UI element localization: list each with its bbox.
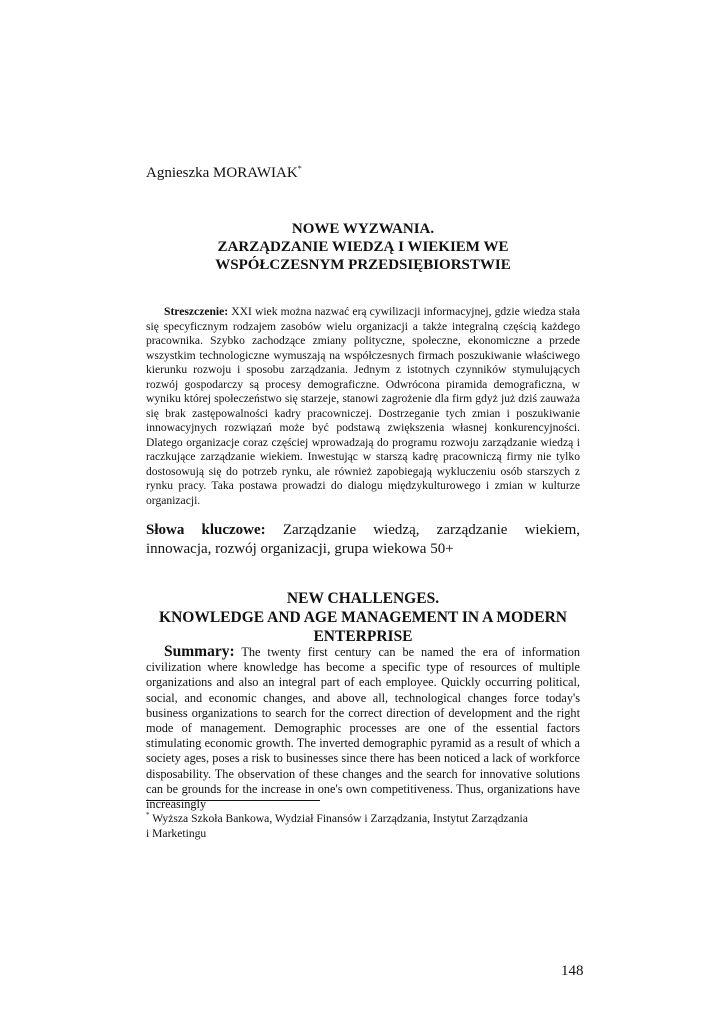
- footnote-divider: [146, 800, 320, 801]
- keywords-label: Słowa kluczowe:: [146, 522, 266, 538]
- polish-abstract-label: Streszczenie:: [164, 305, 229, 318]
- polish-abstract-text: XXI wiek można nazwać erą cywilizacji informacyjnej, gdzie wiedza stała się specyficznym rodzajem zasobów wielu organizacji a także integralną częścią każdego pracownika. Szybko zachodzące zmiany polityczne, społeczne, ekonomiczne a przede wszystkim technologiczne wymuszają na współczesnych firmach poszukiwanie właściwego kierunku rozwoju i sposobu zarządzania. Jednym z istotnych czynników stymulujących rozwój gospodarczy są procesy demograficzne. Odwrócona piramida demograficzna, w wyniku której społeczeństwo się starzeje, stanowi zagrożenie dla firm gdyż już dziś zauważa się brak zastępowalności kadry pracowniczej. Dostrzeganie tych zmian i poszukiwanie innowacyjnych rozwiązań może być podstawą zwiększenia własnej konkurencyjności. Dlatego organizacje coraz częściej wprowadzają do programu rozwoju zarządzanie wiedzą i raczkujące zarządzanie wiekiem. Inwestując w starszą kadrę pracowniczą firmy nie tylko dostosowują się do potrzeb rynku, ale również zapobiegają wykluczeniu osób starszych z rynku pracy. Taka postawa prowadzi do dialogu międzykulturowego i zmian w kulturze organizacji.: [146, 305, 580, 507]
- english-title-line: NEW CHALLENGES.: [286, 590, 440, 607]
- english-abstract-text: The twenty first century can be named the era of information civilization where knowledge has become a specific type of resources of multiple organizations and also an integral part of each employee. Quickly occurring political, social, and economic changes, and above all, technological changes force today's business organizations to search for the correct direction of development and the right mode of management. Demographic processes are one of the essential factors stimulating economic growth. The inverted demographic pyramid as a result of which a society ages, poses a risk to businesses since there has been noticed a lack of workforce disposability. The observation of these changes and the search for innovative solutions can be grounds for the increase in one's own competitiveness. Thus, organizations have increasingly: [146, 645, 580, 812]
- author-footnote-mark: *: [297, 164, 302, 173]
- english-abstract: [146, 644, 580, 812]
- polish-title: [146, 220, 580, 274]
- polish-abstract: [146, 305, 580, 508]
- keywords: [146, 521, 580, 559]
- english-title: [146, 589, 580, 646]
- author-line: [146, 164, 302, 182]
- polish-title-line: ZARZĄDZANIE WIEDZĄ I WIEKIEM WE: [217, 239, 509, 255]
- english-title-line: KNOWLEDGE AND AGE MANAGEMENT IN A MODERN: [159, 609, 567, 626]
- keywords-text: Zarządzanie wiedzą, zarządzanie wiekiem, innowacja, rozwój organizacji, grupa wiekowa 50+: [146, 522, 580, 557]
- footnote-line: Wyższa Szkoła Bankowa, Wydział Finansów i Zarządzania, Instytut Zarządzania: [149, 811, 528, 825]
- footnote-mark: *: [146, 811, 150, 819]
- english-title-line: ENTERPRISE: [313, 628, 413, 645]
- author-name: Agnieszka MORAWIAK: [146, 165, 298, 181]
- polish-title-line: WSPÓŁCZESNYM PRZEDSIĘBIORSTWIE: [215, 257, 511, 273]
- footnote: [146, 808, 580, 841]
- polish-title-line: NOWE WYZWANIA.: [291, 221, 435, 237]
- footnote-line: i Marketingu: [146, 826, 207, 840]
- page-number: 148: [561, 963, 584, 979]
- english-abstract-label: Summary:: [164, 643, 235, 660]
